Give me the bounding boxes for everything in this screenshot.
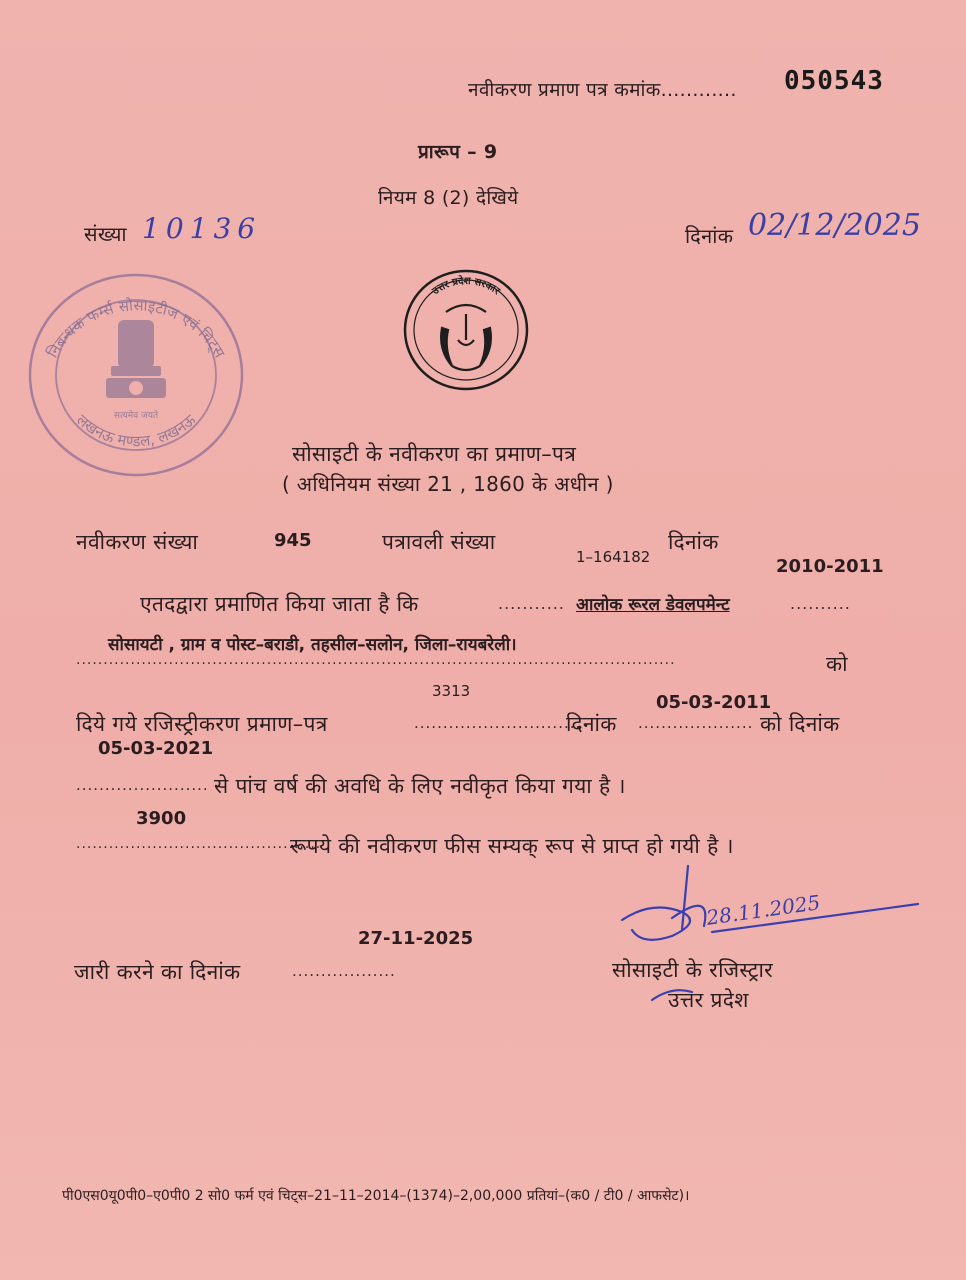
certificate-number: 050543: [784, 66, 884, 96]
society-name: आलोक रूरल डेवलपमेन्ट: [576, 595, 730, 615]
issue-label: जारी करने का दिनांक: [74, 960, 241, 984]
reg-line-part2: दिनांक: [566, 712, 617, 736]
certify-dots: ...........: [498, 594, 565, 613]
registrar-signature: [612, 860, 932, 1010]
society-address: सोसायटी , ग्राम व पोस्ट–बराडी, तहसील–सलोन, जिला–रायबरेली।: [108, 635, 517, 655]
form-label: प्रारूप – 9: [418, 141, 498, 163]
renew-from-date: 05-03-2021: [98, 738, 214, 759]
reg-date: 05-03-2011: [656, 692, 772, 713]
registrar-line2: उत्तर प्रदेश: [668, 988, 749, 1012]
certificate-title: सोसाइटी के नवीकरण का प्रमाण–पत्र: [292, 442, 577, 466]
reg-cert-no: 3313: [432, 682, 471, 700]
file-no-value: 1–164182: [576, 548, 651, 566]
reg-line-part3: को दिनांक: [760, 712, 840, 736]
details-date-value: 2010-2011: [776, 556, 884, 577]
seal-motto: सत्यमेव जयते: [113, 411, 159, 421]
seal-icon: [26, 270, 246, 480]
rule-label: नियम 8 (2) देखिये: [378, 187, 519, 209]
fee-dots: .............................................: [76, 836, 322, 852]
file-no-label: पत्रावली संख्या: [382, 530, 496, 554]
period-text: से पांच वर्ष की अवधि के लिए नवीकृत किया गया है ।: [214, 774, 626, 798]
renewal-no-label: नवीकरण संख्या: [76, 530, 199, 554]
print-footer: पी0एस0यू0पी0–ए0पी0 2 सो0 फर्म एवं चिट्स–21–11–2014–(1374)–2,00,000 प्रतियां–(क0 / टी0 / आफसेट)।: [62, 1188, 690, 1204]
certificate-no-label: नवीकरण प्रमाण पत्र कमांक............: [468, 79, 737, 101]
reg-line-dots1: .............................: [414, 714, 582, 732]
ref-date-handwritten: 02/12/2025: [748, 208, 921, 243]
ref-date-label: दिनांक: [685, 224, 734, 248]
details-date-label: दिनांक: [668, 530, 719, 554]
seal-ring-bottom: लखनऊ मण्डल, लखनऊ: [72, 410, 200, 451]
renewal-no-value: 945: [274, 530, 312, 551]
registrar-line1: सोसाइटी के रजिस्ट्रार: [612, 958, 774, 982]
reg-line-dots2: ....................: [638, 714, 754, 732]
signature-date: 28.11.2025: [704, 890, 822, 930]
period-dots: .......................: [76, 776, 209, 794]
to-word: को: [826, 652, 848, 676]
society-trail-dots: ..........: [790, 594, 851, 613]
fee-text: रूपये की नवीकरण फीस सम्यक् रूप से प्राप्त हो गयी है ।: [290, 834, 734, 858]
registrar-seal: [26, 270, 246, 480]
ref-number-handwritten: 10136: [142, 212, 262, 245]
seal-ring-text: निबन्धक फर्म्स सोसाइटीज एवं चिट्स: [43, 296, 229, 361]
emblem-text: उत्तर प्रदेश सरकार: [430, 275, 502, 298]
ref-number-label: संख्या: [84, 222, 127, 246]
issue-date: 27-11-2025: [358, 928, 474, 949]
emblem-icon: [402, 268, 530, 392]
to-dots: ..............................................................................................................: [76, 652, 676, 668]
certificate-subtitle: ( अधिनियम संख्या 21 , 1860 के अधीन ): [282, 472, 614, 496]
fee-amount: 3900: [136, 808, 187, 829]
up-emblem: [402, 268, 530, 392]
certify-text: एतदद्वारा प्रमाणित किया जाता है कि: [140, 592, 419, 616]
reg-line-part1: दिये गये रजिस्ट्रीकरण प्रमाण–पत्र: [76, 712, 328, 736]
issue-dots: ..................: [292, 962, 396, 980]
